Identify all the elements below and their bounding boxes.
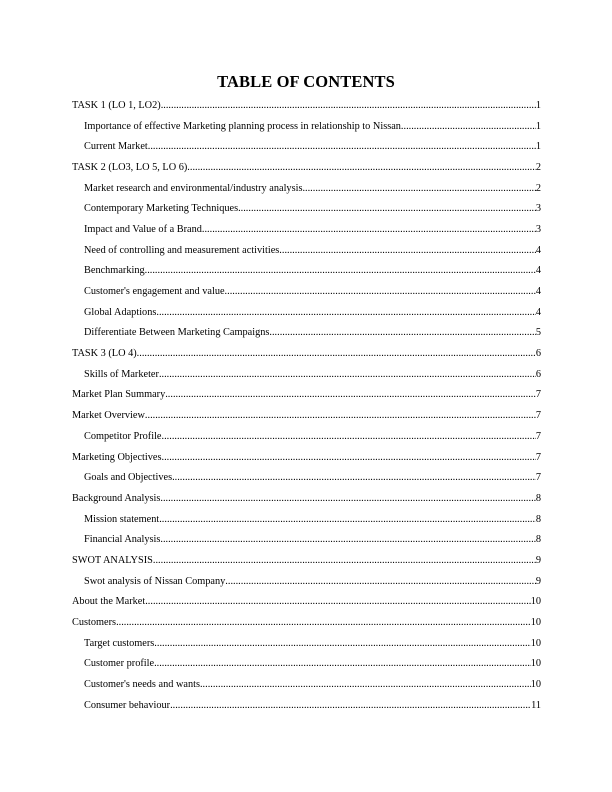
toc-leader-dots: [225, 576, 536, 587]
toc-leader-dots: [156, 307, 535, 318]
toc-entry[interactable]: [72, 592, 541, 613]
toc-page-number: 10: [530, 596, 541, 608]
toc-subentry[interactable]: [72, 467, 541, 488]
toc-page-number: 2: [535, 161, 541, 173]
toc-entry-text: Market Overview: [72, 410, 145, 422]
toc-leader-dots: [153, 555, 536, 566]
toc-entry-text: SWOT ANALYSIS: [72, 554, 153, 566]
toc-entry-text: Customers: [72, 617, 117, 629]
toc-page-number: 9: [535, 554, 541, 566]
toc-subentry[interactable]: [72, 136, 541, 157]
toc-entry-text: Need of controlling and measurement activities: [84, 244, 280, 256]
toc-leader-dots: [172, 472, 536, 483]
toc-page-number: 3: [535, 203, 541, 215]
toc-leader-dots: [162, 452, 536, 463]
toc-entry-text: Impact and Value of a Brand: [84, 223, 202, 235]
toc-leader-dots: [145, 265, 536, 276]
toc-page-number: 8: [535, 492, 541, 504]
toc-entry[interactable]: [72, 447, 541, 468]
toc-page-number: 8: [535, 534, 541, 546]
toc-entry[interactable]: [72, 95, 541, 116]
toc-leader-dots: [116, 617, 531, 628]
toc-page-number: 5: [535, 327, 541, 339]
toc-subentry[interactable]: [72, 323, 541, 344]
toc-subentry[interactable]: [72, 281, 541, 302]
toc-leader-dots: [154, 658, 531, 669]
toc-leader-dots: [279, 245, 536, 256]
toc-leader-dots: [154, 638, 530, 649]
toc-page-number: 1: [535, 99, 541, 111]
toc-page-number: 4: [535, 244, 541, 256]
toc-entry-text: Customer profile: [84, 658, 155, 670]
toc-entry-text: Goals and Objectives: [84, 472, 173, 484]
toc-subentry[interactable]: [72, 571, 541, 592]
toc-leader-dots: [159, 369, 536, 380]
toc-title: TABLE OF CONTENTS: [217, 72, 395, 91]
toc-entry-text: Customer's engagement and value: [84, 286, 225, 298]
toc-subentry[interactable]: [72, 633, 541, 654]
toc-entry-text: Target customers: [84, 637, 155, 649]
toc-leader-dots: [238, 203, 536, 214]
toc-page-number: 7: [535, 410, 541, 422]
toc-subentry[interactable]: [72, 695, 541, 716]
toc-subentry[interactable]: [72, 529, 541, 550]
toc-entry-text: Marketing Objectives: [72, 451, 162, 463]
toc-entry-text: Global Adaptions: [84, 306, 157, 318]
toc-leader-dots: [162, 431, 536, 442]
toc-subentry[interactable]: [72, 198, 541, 219]
toc-entry[interactable]: [72, 488, 541, 509]
toc-leader-dots: [225, 286, 536, 297]
toc-subentry[interactable]: [72, 116, 541, 137]
toc-subentry[interactable]: [72, 261, 541, 282]
toc-list: [72, 95, 541, 716]
toc-entry-text: TASK 3 (LO 4): [72, 348, 137, 360]
toc-leader-dots: [160, 534, 535, 545]
toc-leader-dots: [137, 348, 536, 359]
toc-leader-dots: [302, 183, 535, 194]
toc-subentry[interactable]: [72, 302, 541, 323]
toc-subentry[interactable]: [72, 219, 541, 240]
toc-page-number: 4: [535, 265, 541, 277]
toc-page-number: 4: [535, 306, 541, 318]
toc-leader-dots: [170, 700, 531, 711]
toc-page-number: 10: [530, 637, 541, 649]
toc-entry-text: Market research and environmental/industry analysis: [84, 182, 303, 194]
toc-page-number: 7: [535, 472, 541, 484]
toc-entry-text: Financial Analysis: [84, 534, 161, 546]
toc-subentry[interactable]: [72, 178, 541, 199]
toc-leader-dots: [145, 410, 536, 421]
toc-page-number: 6: [535, 348, 541, 360]
toc-entry-text: Skills of Marketer: [84, 368, 159, 380]
toc-entry-text: Current Market: [84, 141, 148, 153]
toc-leader-dots: [187, 162, 536, 173]
toc-entry-text: Background Analysis: [72, 492, 161, 504]
toc-leader-dots: [160, 493, 535, 504]
toc-leader-dots: [202, 224, 536, 235]
toc-subentry[interactable]: [72, 364, 541, 385]
toc-page-number: 8: [535, 513, 541, 525]
toc-leader-dots: [161, 100, 536, 111]
toc-entry[interactable]: [72, 385, 541, 406]
toc-entry-text: Consumer behaviour: [84, 699, 171, 711]
toc-entry-text: Contemporary Marketing Techniques: [84, 203, 239, 215]
toc-subentry[interactable]: [72, 509, 541, 530]
toc-page-number: 7: [535, 389, 541, 401]
toc-page-number: 10: [530, 658, 541, 670]
toc-leader-dots: [145, 596, 530, 607]
toc-page-number: 7: [535, 430, 541, 442]
toc-entry-text: Competitor Profile: [84, 430, 162, 442]
toc-leader-dots: [165, 389, 536, 400]
toc-subentry[interactable]: [72, 674, 541, 695]
toc-entry-text: TASK 2 (LO3, LO 5, LO 6): [72, 161, 188, 173]
toc-page-number: 7: [535, 451, 541, 463]
toc-entry[interactable]: [72, 550, 541, 571]
toc-entry[interactable]: [72, 612, 541, 633]
toc-page-number: 10: [530, 617, 541, 629]
toc-subentry[interactable]: [72, 426, 541, 447]
toc-page-number: 9: [535, 575, 541, 587]
toc-page-number: 2: [535, 182, 541, 194]
toc-page-number: 3: [535, 223, 541, 235]
toc-leader-dots: [401, 121, 536, 132]
toc-page-number: 1: [535, 141, 541, 153]
toc-entry[interactable]: [72, 343, 541, 364]
toc-entry[interactable]: [72, 405, 541, 426]
toc-entry-text: About the Market: [72, 596, 146, 608]
toc-subentry[interactable]: [72, 654, 541, 675]
toc-leader-dots: [148, 141, 536, 152]
toc-entry-text: Differentiate Between Marketing Campaigns: [84, 327, 270, 339]
toc-entry-text: TASK 1 (LO 1, LO2): [72, 99, 161, 111]
toc-page-number: 1: [535, 120, 541, 132]
toc-entry-text: Customer's needs and wants: [84, 679, 200, 691]
toc-entry[interactable]: [72, 157, 541, 178]
toc-entry-text: Swot analysis of Nissan Company: [84, 575, 226, 587]
toc-page-number: 10: [530, 679, 541, 691]
toc-entry-text: Market Plan Summary: [72, 389, 166, 401]
toc-entry-text: Mission statement: [84, 513, 160, 525]
toc-subentry[interactable]: [72, 240, 541, 261]
toc-entry-text: Importance of effective Marketing planning process in relationship to Nissan: [84, 120, 401, 132]
toc-leader-dots: [159, 514, 536, 525]
toc-leader-dots: [200, 679, 531, 690]
toc-entry-text: Benchmarking: [84, 265, 145, 277]
toc-page-number: 11: [531, 699, 541, 711]
toc-page-number: 6: [535, 368, 541, 380]
toc-page-number: 4: [535, 286, 541, 298]
toc-leader-dots: [269, 327, 535, 338]
